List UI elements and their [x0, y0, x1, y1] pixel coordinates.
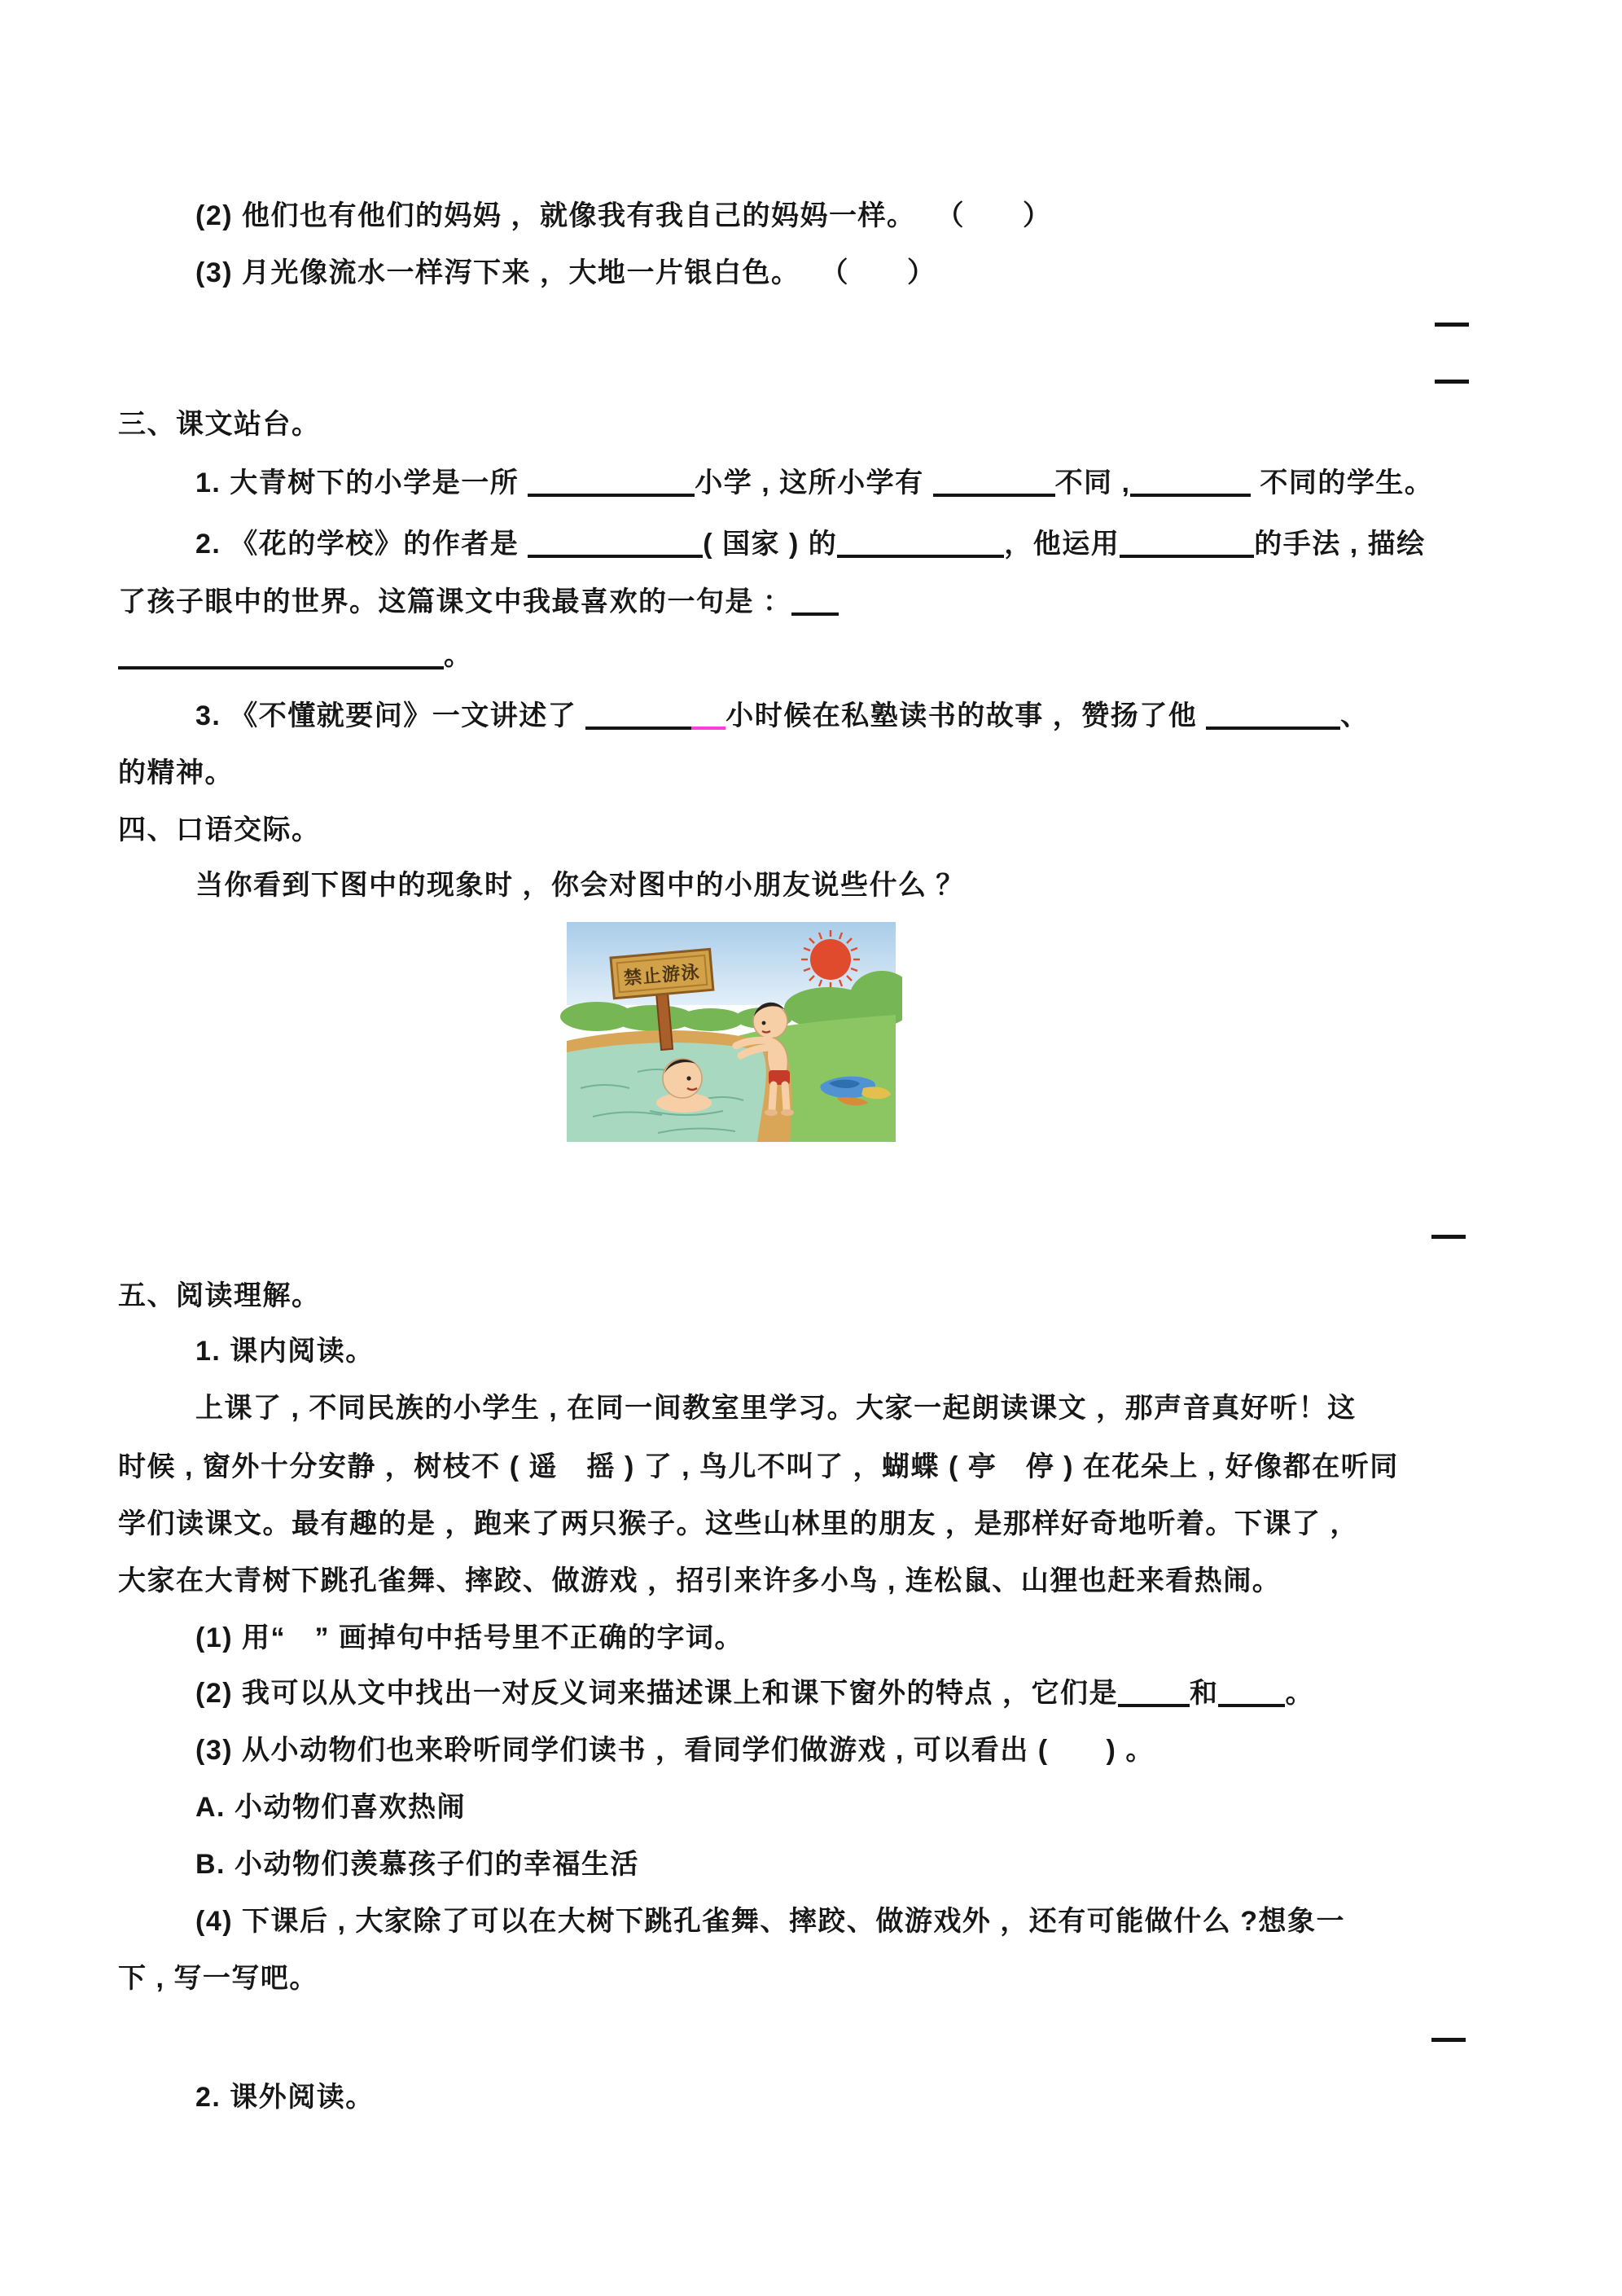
q2-line2-text: 了孩子眼中的世界。这篇课文中我最喜欢的一句是	[118, 586, 754, 617]
reading-q2-text: (2) 我可以从文中找出一对反义词来描述课上和课下窗外的特点 ，它们是	[195, 1678, 1118, 1709]
section3-q3-line1	[195, 697, 1370, 735]
answer-dash-4	[1431, 2038, 1466, 2042]
q3-part1: 3. 《不懂就要问》一文讲述了	[195, 700, 577, 731]
reading-q2	[195, 1675, 1314, 1712]
answer-blank	[528, 466, 695, 497]
section4-heading: 四、口语交际。	[118, 814, 321, 845]
sentence-2-answer-paren: （ ）	[949, 200, 1052, 231]
section3-heading: 三、课文站台。	[118, 409, 321, 440]
no-swimming-illustration	[560, 917, 902, 1147]
reading-q4-line2: 下 , 写一写吧。	[118, 1963, 318, 1994]
section5-sub1: 1. 课内阅读。	[195, 1336, 375, 1367]
answer-blank	[1218, 1676, 1285, 1707]
reading-para-line3: 学们读课文。最有趣的是 ，跑来了两只猴子。这些山林里的朋友 ，是那样好奇地听着。下课了 ，	[118, 1508, 1359, 1539]
reading-para-line2: 时候 , 窗外十分安静 ，树枝不 ( 遥 摇 ) 了 , 鸟儿不叫了 ，蝴蝶 ( 亭 停 ) 在花朵上 , 好像都在听同	[118, 1451, 1399, 1482]
q3-part2: 小时候在私塾读书的故事 ，赞扬了他	[726, 700, 1198, 731]
q2-period: 。	[444, 640, 473, 671]
answer-blank	[1120, 527, 1254, 558]
q1-part4: 不同的学生。	[1260, 468, 1434, 498]
sentence-judge-3	[195, 254, 936, 292]
q2-colon: ：	[762, 586, 792, 617]
answer-blank	[528, 527, 703, 558]
section5-heading: 五、阅读理解。	[118, 1280, 321, 1311]
reading-para-line4: 大家在大青树下跳孔雀舞、摔跤、做游戏 ，招引来许多小鸟 , 连松鼠、山狸也赶来看热闹。	[118, 1565, 1282, 1596]
q1-part3: 不同 ,	[1054, 468, 1131, 498]
section4-prompt: 当你看到下图中的现象时 ，你会对图中的小朋友说些什么 ？	[195, 870, 965, 901]
section3-q3-line2: 的精神。	[118, 757, 234, 788]
sentence-2-text: 他们也有他们的妈妈 ，就像我有我自己的妈妈一样。	[242, 200, 916, 231]
answer-dash-1	[1435, 323, 1469, 327]
reading-q3: (3) 从小动物们也来聆听同学们读书 ，看同学们做游戏 , 可以看出 ( ) 。	[195, 1735, 1155, 1766]
reading-q2-period: 。	[1285, 1678, 1314, 1709]
section3-q2-line1	[195, 525, 1426, 563]
q2-part3: ，他运用	[1004, 529, 1120, 560]
q1-part2: 小学 , 这所小学有	[695, 468, 924, 498]
answer-blank	[791, 585, 839, 616]
answer-blank	[1206, 699, 1340, 730]
section3-q2-line3	[118, 637, 473, 674]
q2-part1: 2. 《花的学校》的作者是	[195, 529, 519, 560]
answer-blank	[837, 527, 1004, 558]
q1-part1: 1. 大青树下的小学是一所	[195, 468, 519, 498]
section3-q2-line2	[118, 583, 839, 621]
reading-q3-option-b: B. 小动物们羡慕孩子们的幸福生活	[195, 1849, 639, 1880]
reading-q4-line1: (4) 下课后 , 大家除了可以在大树下跳孔雀舞、摔跤、做游戏外 ，还有可能做什么 ?想象一	[195, 1906, 1345, 1937]
sentence-3-answer-paren: （ ）	[834, 257, 936, 288]
sentence-judge-2	[195, 197, 1051, 235]
answer-blank	[933, 466, 1055, 497]
section3-q1	[195, 464, 1433, 502]
reading-q3-option-a: A. 小动物们喜欢热闹	[195, 1792, 466, 1823]
sign-text: 禁止游泳	[623, 961, 701, 989]
answer-dash-3	[1431, 1235, 1466, 1239]
reading-para-line1: 上课了 , 不同民族的小学生 , 在同一间教室里学习。大家一起朗读课文 ，那声音真好听！这	[195, 1393, 1357, 1424]
answer-blank	[1130, 466, 1251, 497]
answer-blank	[118, 639, 444, 669]
answer-blank-pink-mark	[585, 699, 726, 730]
q2-part2: ( 国家 ) 的	[703, 529, 838, 560]
section5-sub2: 2. 课外阅读。	[195, 2082, 375, 2113]
answer-dash-2	[1435, 380, 1469, 384]
sentence-2-num: (2)	[195, 200, 234, 231]
reading-q1: (1) 用“ ” 画掉句中括号里不正确的字词。	[195, 1622, 743, 1653]
sentence-3-num: (3)	[195, 257, 234, 288]
reading-q2-and: 和	[1189, 1678, 1219, 1709]
q3-part3: 、	[1340, 700, 1370, 731]
sentence-3-text: 月光像流水一样泻下来 ，大地一片银白色。	[242, 257, 800, 288]
q2-part4: 的手法 , 描绘	[1254, 529, 1426, 560]
answer-blank	[1118, 1676, 1190, 1707]
